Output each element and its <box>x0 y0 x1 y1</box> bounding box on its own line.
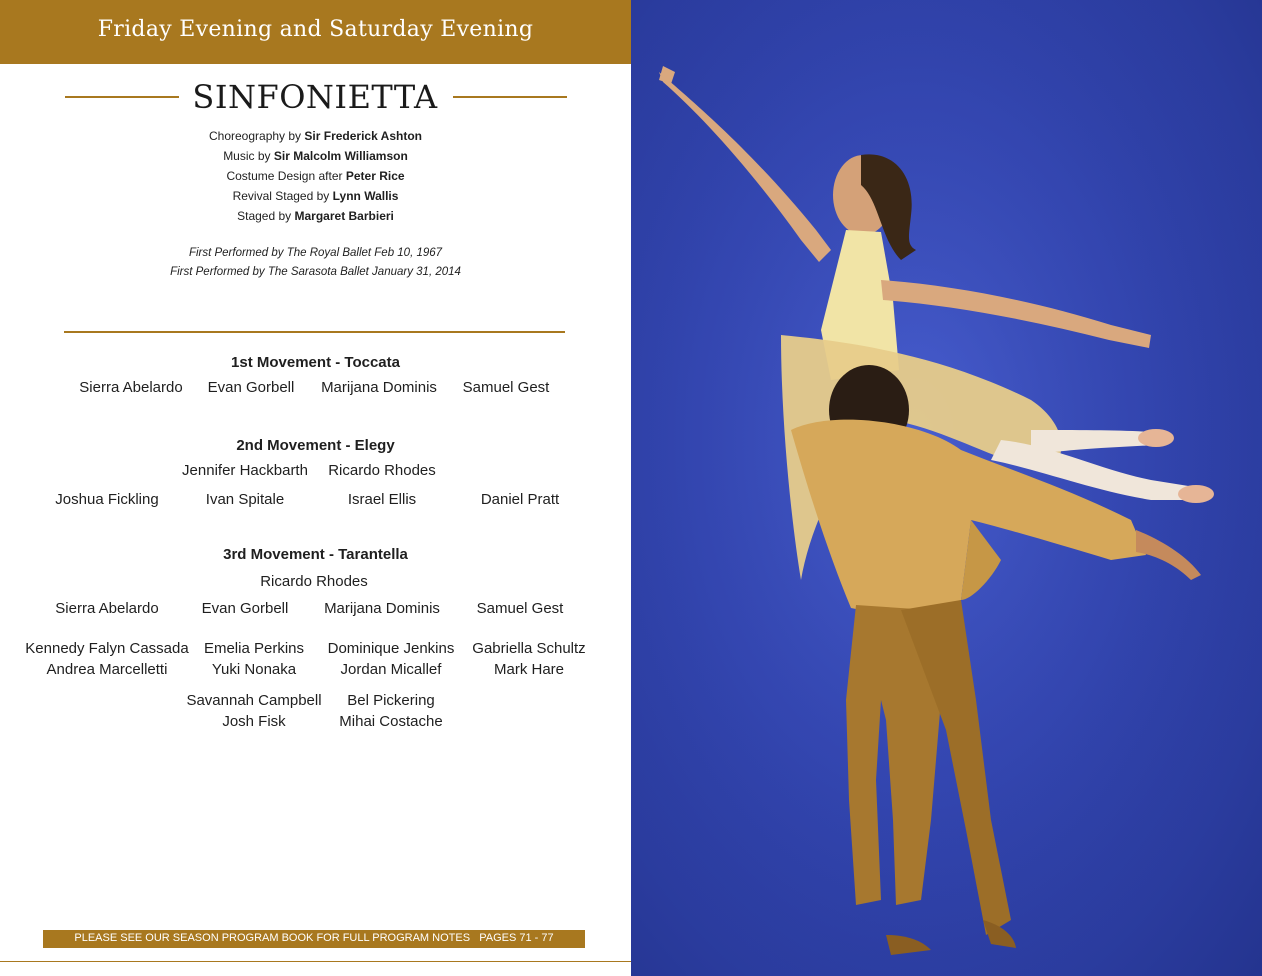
credit-line <box>0 206 631 226</box>
credit-role: Staged by <box>237 209 292 223</box>
dancer-name: Joshua Fickling <box>55 491 159 508</box>
section-divider <box>64 331 565 333</box>
dancer-name: Marijana Dominis <box>321 379 437 396</box>
lead-dancer: Ricardo Rhodes <box>260 573 368 590</box>
ensemble-dancer: Savannah Campbell <box>186 692 322 709</box>
header-band <box>0 0 631 64</box>
header-title: Friday Evening and Saturday Evening <box>97 17 534 42</box>
credit-role: Music by <box>223 149 271 163</box>
program-notes-text: PLEASE SEE OUR SEASON PROGRAM BOOK FOR FULL PROGRAM NOTES PAGES 71 - 77 <box>74 932 554 944</box>
ensemble-dancer: Jordan Micallef <box>340 661 442 678</box>
ensemble-dancer: Andrea Marcelletti <box>46 661 168 678</box>
lead-dancer: Ricardo Rhodes <box>328 462 436 479</box>
dancers-illustration <box>631 0 1262 976</box>
dancer-name: Marijana Dominis <box>324 600 440 617</box>
credit-name: Sir Frederick Ashton <box>304 129 422 143</box>
credit-name: Sir Malcolm Williamson <box>273 149 408 163</box>
movement-title: 2nd Movement - Elegy <box>236 437 395 454</box>
dancer-name: Daniel Pratt <box>480 491 560 508</box>
dancer-name: Sierra Abelardo <box>55 600 159 617</box>
ensemble-dancer: Gabriella Schultz <box>472 640 586 657</box>
premiere-line: First Performed by The Sarasota Ballet January 31, 2014 <box>170 266 461 278</box>
dancer-name: Evan Gorbell <box>201 600 289 617</box>
bottom-rule <box>0 961 631 962</box>
credit-name: Peter Rice <box>345 169 405 183</box>
lead-dancer: Jennifer Hackbarth <box>182 462 308 479</box>
credit-line <box>0 126 631 146</box>
credit-name: Lynn Wallis <box>332 189 399 203</box>
ensemble-dancer: Emelia Perkins <box>203 640 305 657</box>
ensemble-dancer: Mark Hare <box>493 661 564 678</box>
ensemble-dancer: Mihai Costache <box>339 713 443 730</box>
credit-line <box>0 146 631 166</box>
ensemble-dancer: Kennedy Falyn Cassada <box>25 640 189 657</box>
ensemble-dancer: Bel Pickering <box>347 692 435 709</box>
dancer-name: Samuel Gest <box>476 600 564 617</box>
credit-role: Revival Staged by <box>232 189 330 203</box>
credit-name: Margaret Barbieri <box>294 209 394 223</box>
title-rule-right <box>453 96 567 98</box>
credit-line <box>0 186 631 206</box>
program-notes-banner <box>43 930 585 948</box>
dancer-name: Ivan Spitale <box>205 491 285 508</box>
premiere-line: First Performed by The Royal Ballet Feb 10, 1967 <box>188 247 443 259</box>
ensemble-dancer: Yuki Nonaka <box>211 661 297 678</box>
premiere-notes <box>0 244 631 282</box>
movement-title: 1st Movement - Toccata <box>231 354 400 371</box>
dancer-name: Samuel Gest <box>462 379 550 396</box>
ensemble-dancer: Josh Fisk <box>222 713 286 730</box>
credit-line <box>0 166 631 186</box>
dancer-name: Sierra Abelardo <box>79 379 183 396</box>
ensemble-dancer: Dominique Jenkins <box>327 640 455 657</box>
dancers-photo <box>631 0 1262 976</box>
dancer-name: Evan Gorbell <box>207 379 295 396</box>
credit-role: Costume Design after <box>226 169 343 183</box>
ballet-title: SINFONIETTA <box>192 78 438 116</box>
credit-role: Choreography by <box>209 129 302 143</box>
credits <box>0 126 631 226</box>
dancer-name: Israel Ellis <box>347 491 417 508</box>
movement-title: 3rd Movement - Tarantella <box>223 546 408 563</box>
